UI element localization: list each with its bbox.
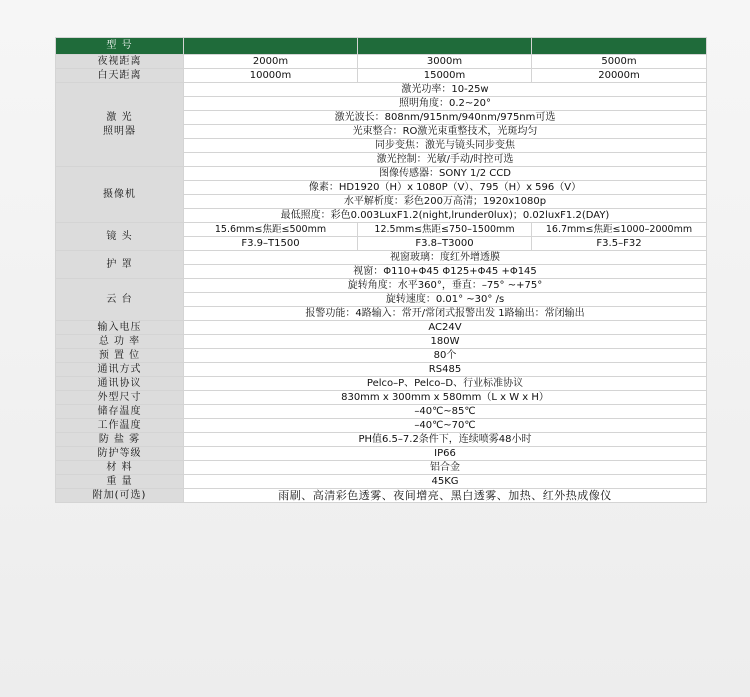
model-col-3 (532, 38, 707, 55)
lens-aperture-value: F3.5–F32 (532, 237, 707, 251)
table-row-housing (56, 251, 707, 265)
night-distance-value: 5000m (532, 55, 707, 69)
ptz-item: 旋转速度：0.01° ~30° /s (184, 293, 707, 307)
spec-value: –40℃~70℃ (184, 419, 707, 433)
day-distance-value: 20000m (532, 69, 707, 83)
spec-label: 防护等级 (56, 447, 184, 461)
spec-label: 防 盐 雾 (56, 433, 184, 447)
table-header-row (56, 38, 707, 55)
spec-value: 雨刷、高清彩色透雾、夜间增亮、黑白透雾、加热、红外热成像仪 (184, 489, 707, 503)
spec-label: 重 量 (56, 475, 184, 489)
laser-item: 光束整合：RO激光束重整技术，光斑均匀 (184, 125, 707, 139)
laser-item: 激光功率：10-25w (184, 83, 707, 97)
model-col-1 (184, 38, 358, 55)
spec-value: 180W (184, 335, 707, 349)
spec-label: 通讯协议 (56, 377, 184, 391)
table-row (56, 349, 707, 363)
lens-aperture-value: F3.8–T3000 (358, 237, 532, 251)
table-row (56, 433, 707, 447)
spec-label: 外型尺寸 (56, 391, 184, 405)
model-label: 型 号 (56, 38, 184, 55)
lens-focal-value: 12.5mm≤焦距≤750–1500mm (358, 223, 532, 237)
lens-group-label: 镜 头 (56, 223, 184, 251)
spec-value: 45KG (184, 475, 707, 489)
spec-label: 材 料 (56, 461, 184, 475)
laser-item: 照明角度：0.2~20° (184, 97, 707, 111)
spec-label: 预 置 位 (56, 349, 184, 363)
table-row (56, 461, 707, 475)
spec-label: 通讯方式 (56, 363, 184, 377)
table-row-camera (56, 167, 707, 181)
table-row (56, 405, 707, 419)
spec-label: 工作温度 (56, 419, 184, 433)
spec-table-container (55, 37, 706, 503)
day-distance-value: 10000m (184, 69, 358, 83)
day-distance-value: 15000m (358, 69, 532, 83)
housing-group-label: 护 罩 (56, 251, 184, 279)
ptz-item: 报警功能：4路输入：常开/常闭式报警出发 1路输出：常闭输出 (184, 307, 707, 321)
laser-label-line2: 照明器 (103, 125, 136, 137)
table-row-day-distance (56, 69, 707, 83)
table-row (56, 489, 707, 503)
spec-value: IP66 (184, 447, 707, 461)
spec-value: RS485 (184, 363, 707, 377)
table-row (56, 335, 707, 349)
ptz-item: 旋转角度：水平360°，垂直：–75° ~+75° (184, 279, 707, 293)
camera-group-label: 摄像机 (56, 167, 184, 223)
housing-item: 视窗：Φ110+Φ45 Φ125+Φ45 +Φ145 (184, 265, 707, 279)
camera-item: 像素：HD1920（H）x 1080P（V）、795（H）x 596（V） (184, 181, 707, 195)
camera-item: 图像传感器：SONY 1/2 CCD (184, 167, 707, 181)
table-row (56, 419, 707, 433)
spec-value: PH值6.5–7.2条件下，连续喷雾48小时 (184, 433, 707, 447)
lens-focal-value: 15.6mm≤焦距≤500mm (184, 223, 358, 237)
laser-label-line1: 激 光 (106, 111, 133, 123)
table-row (56, 363, 707, 377)
laser-item: 激光波长：808nm/915nm/940nm/975nm可选 (184, 111, 707, 125)
spec-label: 附加(可选) (56, 489, 184, 503)
spec-value: Pelco–P、Pelco–D、行业标准协议 (184, 377, 707, 391)
housing-item: 视窗玻璃：度红外增透膜 (184, 251, 707, 265)
table-row (56, 475, 707, 489)
table-row-night-distance (56, 55, 707, 69)
spec-value: 铝合金 (184, 461, 707, 475)
lens-aperture-value: F3.9–T1500 (184, 237, 358, 251)
laser-group-label (56, 83, 184, 167)
night-distance-label: 夜视距离 (56, 55, 184, 69)
spec-value: AC24V (184, 321, 707, 335)
day-distance-label: 白天距离 (56, 69, 184, 83)
spec-label: 输入电压 (56, 321, 184, 335)
night-distance-value: 2000m (184, 55, 358, 69)
laser-item: 同步变焦：激光与镜头同步变焦 (184, 139, 707, 153)
table-row-laser (56, 83, 707, 97)
camera-item: 最低照度：彩色0.003LuxF1.2(night,lrunder0lux)；0.02luxF1.2(DAY) (184, 209, 707, 223)
spec-table (55, 37, 707, 503)
spec-value: –40℃~85℃ (184, 405, 707, 419)
table-row (56, 447, 707, 461)
spec-value: 80个 (184, 349, 707, 363)
model-col-2 (358, 38, 532, 55)
spec-value: 830mm x 300mm x 580mm（L x W x H） (184, 391, 707, 405)
ptz-group-label: 云 台 (56, 279, 184, 321)
table-row-ptz (56, 279, 707, 293)
spec-label: 总 功 率 (56, 335, 184, 349)
table-row (56, 391, 707, 405)
camera-item: 水平解析度：彩色200万高清；1920x1080p (184, 195, 707, 209)
table-row (56, 377, 707, 391)
spec-label: 储存温度 (56, 405, 184, 419)
lens-focal-value: 16.7mm≤焦距≤1000–2000mm (532, 223, 707, 237)
table-row (56, 321, 707, 335)
night-distance-value: 3000m (358, 55, 532, 69)
laser-item: 激光控制：光敏/手动/时控可选 (184, 153, 707, 167)
table-row-lens (56, 223, 707, 237)
